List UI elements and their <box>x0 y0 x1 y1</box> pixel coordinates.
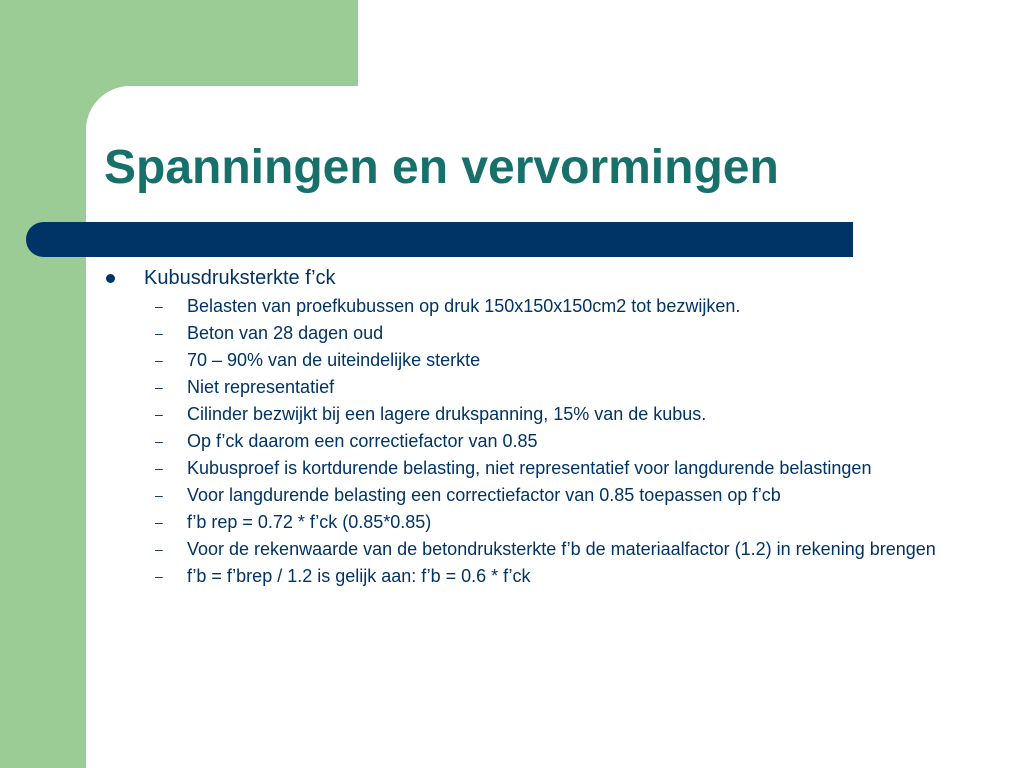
bullet-label: Kubusdruksterkte f’ck <box>144 267 336 289</box>
sub-bullet-item: – f’b = f’brep / 1.2 is gelijk aan: f’b = 0.6 * f’ck <box>155 566 531 586</box>
dash-icon: – <box>155 379 163 395</box>
sub-bullet-item: – 70 – 90% van de uiteindelijke sterkte <box>155 350 481 370</box>
sub-bullet-item: – Voor langdurende belasting een correctiefactor van 0.85 toepassen op f’cb <box>155 485 781 505</box>
dash-icon: – <box>155 298 163 314</box>
dash-icon: – <box>155 487 163 503</box>
dash-icon: – <box>155 352 163 368</box>
dash-icon: – <box>155 433 163 449</box>
sub-bullet-item: – Op f’ck daarom een correctiefactor van 0.85 <box>155 431 538 451</box>
dash-icon: – <box>155 541 163 557</box>
slide-body <box>104 266 984 593</box>
dash-icon: – <box>155 406 163 422</box>
sub-bullet-item: – Voor de rekenwaarde van de betondruksterkte f’b de materiaalfactor (1.2) in rekening brengen <box>155 539 936 559</box>
bullet-item-kubusdruksterkte <box>104 266 984 290</box>
sub-bullet-item: – Belasten van proefkubussen op druk 150x150x150cm2 tot bezwijken. <box>155 296 741 316</box>
sub-bullet-item: – Kubusproef is kortdurende belasting, niet representatief voor langdurende belastingen <box>155 458 872 478</box>
sub-bullet-item: – Niet representatief <box>155 377 335 397</box>
dash-icon: – <box>155 514 163 530</box>
dash-icon: – <box>155 325 163 341</box>
sub-bullet-list <box>104 296 984 587</box>
title-divider-bar <box>26 222 853 257</box>
slide-title: Spanningen en vervormingen <box>104 141 779 194</box>
sub-bullet-item: – f’b rep = 0.72 * f’ck (0.85*0.85) <box>155 512 432 532</box>
dash-icon: – <box>155 460 163 476</box>
sub-bullet-item: – Cilinder bezwijkt bij een lagere drukspanning, 15% van de kubus. <box>155 404 707 424</box>
bullet-dot-icon <box>106 274 115 283</box>
dash-icon: – <box>155 568 163 584</box>
sub-bullet-item: – Beton van 28 dagen oud <box>155 323 384 343</box>
